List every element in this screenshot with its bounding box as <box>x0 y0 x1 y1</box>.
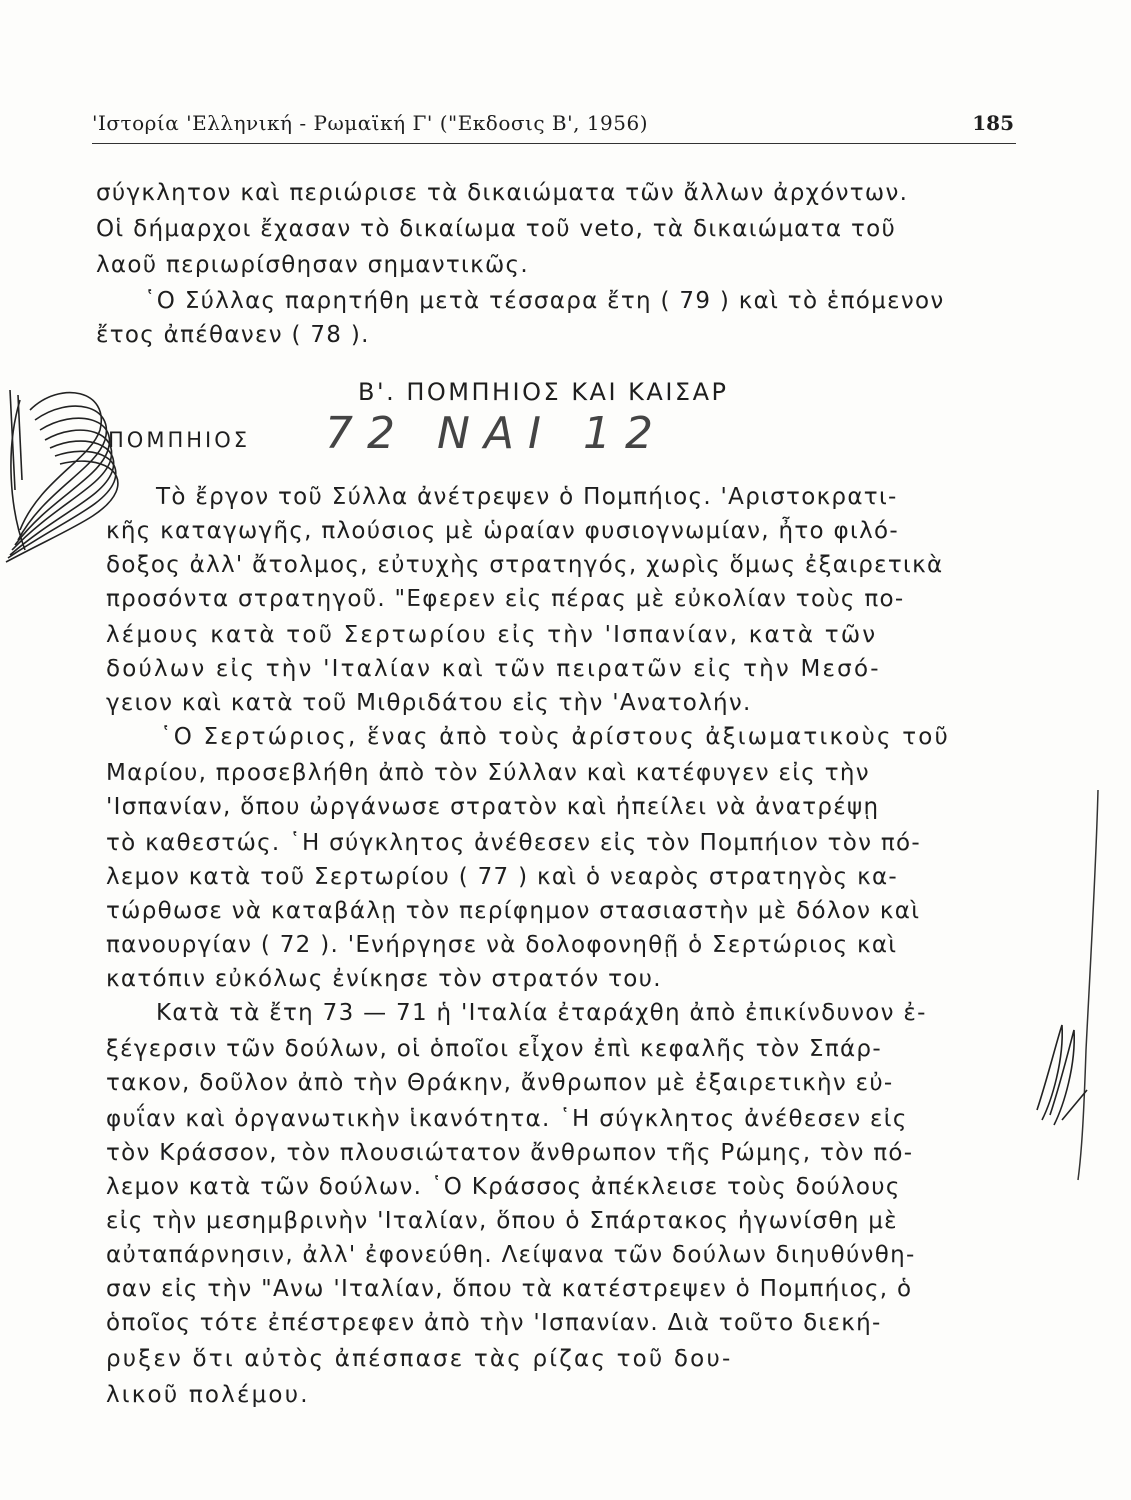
text-line: Μαρίου, προσεβλήθη ἀπὸ τὸν Σύλλαν καὶ κατέφυγεν εἰς τὴν <box>106 760 870 786</box>
running-title: 'Ιστορία 'Ελληνική - Ρωμαϊκή Γ' ("Εκδοσις Β', 1956) <box>92 111 649 135</box>
text-line: σύγκλητον καὶ περιώρισε τὰ δικαιώματα τῶν ἄλλων ἀρχόντων. <box>96 180 909 206</box>
text-line: γειον καὶ κατὰ τοῦ Μιθριδάτου εἰς τὴν 'Ανατολήν. <box>106 690 752 716</box>
text-line: Κατὰ τὰ ἔτη 73 — 71 ἡ 'Ιταλία ἐταράχθη ἀπὸ ἐπικίνδυνον ἐ- <box>156 1000 927 1026</box>
text-line: λεμον κατὰ τοῦ Σερτωρίου ( 77 ) καὶ ὁ νεαρὸς στρατηγὸς κα- <box>106 864 899 890</box>
text-line: 'Ισπανίαν, ὅπου ὠργάνωσε στρατὸν καὶ ἠπείλει νὰ ἀνατρέψῃ <box>106 794 880 820</box>
text-line: τώρθωσε νὰ καταβάλῃ τὸν περίφημον στασιαστὴν μὲ δόλον καὶ <box>106 898 921 924</box>
text-line: τακον, δοῦλον ἀπὸ τὴν Θράκην, ἄνθρωπον μὲ ἐξαιρετικὴν εὐ- <box>106 1070 894 1096</box>
text-line: λεμον κατὰ τῶν δούλων. ῾Ο Κράσσος ἀπέκλεισε τοὺς δούλους <box>106 1174 901 1200</box>
text-line: αὐταπάρνησιν, ἀλλ' ἐφονεύθη. Λείψανα τῶν δούλων διηυθύνθη- <box>106 1242 916 1268</box>
subsection-title: ΠΟΜΠΗΙΟΣ <box>108 428 251 452</box>
text-line: Οἱ δήμαρχοι ἔχασαν τὸ δικαίωμα τοῦ veto, τὰ δικαιώματα τοῦ <box>96 216 897 242</box>
text-line: δούλων εἰς τὴν 'Ιταλίαν καὶ τῶν πειρατῶν εἰς τὴν Μεσό- <box>106 656 881 682</box>
text-line: λικοῦ πολέμου. <box>106 1382 310 1408</box>
text-line: ρυξεν ὅτι αὐτὸς ἀπέσπασε τὰς ρίζας τοῦ δου- <box>106 1346 733 1372</box>
text-line: φυΐαν καὶ ὀργανωτικὴν ἱκανότητα. ῾Η σύγκλητος ἀνέθεσεν εἰς <box>106 1106 908 1132</box>
page-number: 185 <box>972 111 1014 135</box>
text-line: ὁποῖος τότε ἐπέστρεφεν ἀπὸ τὴν 'Ισπανίαν. Διὰ τοῦτο διεκή- <box>106 1310 882 1336</box>
text-line: ῾Ο Σύλλας παρητήθη μετὰ τέσσαρα ἔτη ( 79 ) καὶ τὸ ἑπόμενον <box>144 288 945 314</box>
text-line: ξέγερσιν τῶν δούλων, οἱ ὁποῖοι εἶχον ἐπὶ κεφαλῆς τὸν Σπάρ- <box>106 1036 882 1062</box>
text-line: σαν εἰς τὴν "Ανω 'Ιταλίαν, ὅπου τὰ κατέστρεψεν ὁ Πομπήιος, ὁ <box>106 1276 913 1302</box>
text-line: εἰς τὴν μεσημβρινὴν 'Ιταλίαν, ὅπου ὁ Σπάρτακος ἠγωνίσθη μὲ <box>106 1208 898 1234</box>
pen-scribble-mark <box>0 370 200 570</box>
text-line: δοξος ἀλλ' ἄτολμος, εὐτυχὴς στρατηγός, χωρὶς ὅμως ἐξαιρετικὰ <box>106 552 944 578</box>
section-title: Β'. ΠΟΜΠΗΙΟΣ ΚΑΙ ΚΑΙΣΑΡ <box>358 378 729 406</box>
text-line: τὸ καθεστώς. ῾Η σύγκλητος ἀνέθεσεν εἰς τὸν Πομπήιον τὸν πό- <box>106 830 921 856</box>
handwritten-note: 72 ΝΑΙ 12 <box>325 408 667 459</box>
text-line: τὸν Κράσσον, τὸν πλουσιώτατον ἄνθρωπον τῆς Ρώμης, τὸν πό- <box>106 1140 914 1166</box>
text-line: λαοῦ περιωρίσθησαν σημαντικῶς. <box>96 252 529 278</box>
margin-pen-line <box>1068 790 1108 1190</box>
text-line: πανουργίαν ( 72 ). 'Ενήργησε νὰ δολοφονηθῇ ὁ Σερτώριος καὶ <box>106 932 898 958</box>
text-line: λέμους κατὰ τοῦ Σερτωρίου εἰς τὴν 'Ισπανίαν, κατὰ τῶν <box>106 622 878 648</box>
text-line: προσόντα στρατηγοῦ. "Εφερεν εἰς πέρας μὲ εὐκολίαν τοὺς πο- <box>106 586 905 612</box>
initials-scribble-mark <box>1032 1020 1092 1130</box>
page-header <box>92 111 1016 144</box>
text-line: κῆς καταγωγῆς, πλούσιος μὲ ὡραίαν φυσιογνωμίαν, ἦτο φιλό- <box>106 518 899 544</box>
text-line: κατόπιν εὐκόλως ἐνίκησε τὸν στρατόν του. <box>106 966 662 992</box>
text-line: Τὸ ἔργον τοῦ Σύλλα ἀνέτρεψεν ὁ Πομπήιος. 'Αριστοκρατι- <box>156 484 898 510</box>
text-line: ῾Ο Σερτώριος, ἕνας ἀπὸ τοὺς ἀρίστους ἀξιωματικοὺς τοῦ <box>160 724 951 750</box>
text-line: ἔτος ἀπέθανεν ( 78 ). <box>96 322 370 348</box>
